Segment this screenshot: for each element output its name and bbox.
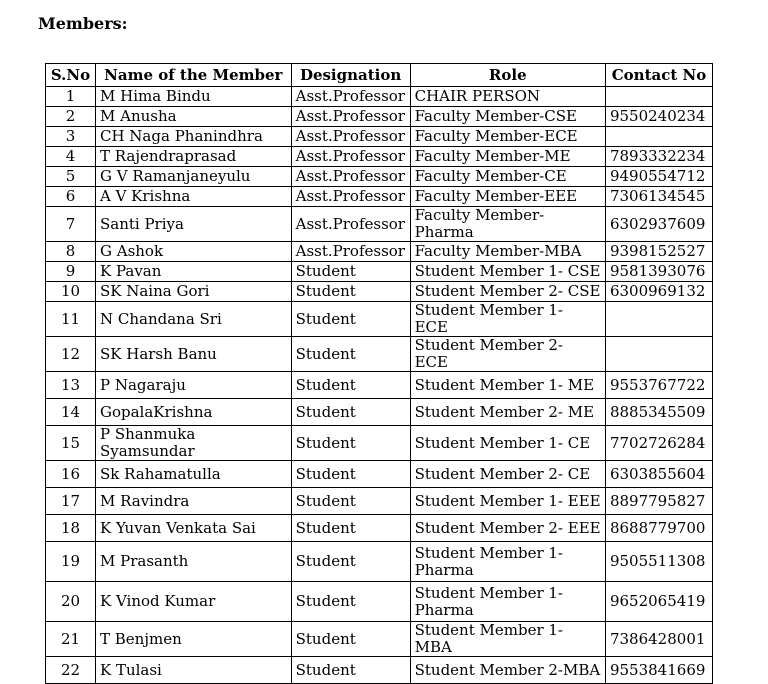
cell-designation: Student	[291, 657, 410, 684]
cell-role: Student Member 1- EEE	[410, 488, 605, 515]
cell-sno: 1	[46, 87, 96, 107]
cell-contact-no: 9652065419	[605, 582, 712, 622]
column-header-sno: S.No	[46, 64, 96, 87]
cell-role: Student Member 1- ME	[410, 372, 605, 399]
cell-role: Student Member 1- CE	[410, 426, 605, 461]
cell-sno: 4	[46, 147, 96, 167]
table-row	[46, 582, 713, 622]
table-row	[46, 399, 713, 426]
cell-sno: 15	[46, 426, 96, 461]
cell-contact-no: 6302937609	[605, 207, 712, 242]
table-row	[46, 147, 713, 167]
cell-member-name: T Benjmen	[95, 622, 291, 657]
cell-contact-no: 7702726284	[605, 426, 712, 461]
cell-member-name: G V Ramanjaneyulu	[95, 167, 291, 187]
cell-sno: 6	[46, 187, 96, 207]
cell-contact-no: 7386428001	[605, 622, 712, 657]
cell-sno: 7	[46, 207, 96, 242]
table-row	[46, 207, 713, 242]
cell-member-name: K Vinod Kumar	[95, 582, 291, 622]
cell-designation: Student	[291, 542, 410, 582]
cell-member-name: A V Krishna	[95, 187, 291, 207]
cell-role: Faculty Member-MBA	[410, 242, 605, 262]
cell-designation: Asst.Professor	[291, 167, 410, 187]
table-row	[46, 372, 713, 399]
cell-designation: Asst.Professor	[291, 87, 410, 107]
cell-contact-no: 8897795827	[605, 488, 712, 515]
cell-member-name: M Prasanth	[95, 542, 291, 582]
cell-role: Student Member 2- ME	[410, 399, 605, 426]
cell-contact-no: 9553841669	[605, 657, 712, 684]
cell-contact-no: 6300969132	[605, 282, 712, 302]
cell-contact-no: 9581393076	[605, 262, 712, 282]
table-row	[46, 127, 713, 147]
cell-designation: Asst.Professor	[291, 127, 410, 147]
cell-member-name: M Ravindra	[95, 488, 291, 515]
table-header-row	[46, 64, 713, 87]
cell-designation: Student	[291, 372, 410, 399]
table-row	[46, 87, 713, 107]
table-row	[46, 302, 713, 337]
cell-sno: 10	[46, 282, 96, 302]
section-heading: Members:	[38, 14, 128, 33]
cell-designation: Student	[291, 461, 410, 488]
cell-sno: 22	[46, 657, 96, 684]
table-row	[46, 657, 713, 684]
cell-member-name: N Chandana Sri	[95, 302, 291, 337]
cell-sno: 5	[46, 167, 96, 187]
cell-member-name: SK Naina Gori	[95, 282, 291, 302]
cell-member-name: M Hima Bindu	[95, 87, 291, 107]
cell-contact-no: 9398152527	[605, 242, 712, 262]
cell-designation: Asst.Professor	[291, 147, 410, 167]
cell-role: Student Member 2- CE	[410, 461, 605, 488]
cell-contact-no: 6303855604	[605, 461, 712, 488]
cell-contact-no: 8688779700	[605, 515, 712, 542]
cell-sno: 13	[46, 372, 96, 399]
cell-member-name: K Tulasi	[95, 657, 291, 684]
cell-member-name: GopalaKrishna	[95, 399, 291, 426]
cell-contact-no: 7306134545	[605, 187, 712, 207]
cell-member-name: SK Harsh Banu	[95, 337, 291, 372]
cell-role: Student Member 1- CSE	[410, 262, 605, 282]
table-row	[46, 622, 713, 657]
table-row	[46, 262, 713, 282]
table-row	[46, 337, 713, 372]
cell-member-name: T Rajendraprasad	[95, 147, 291, 167]
cell-sno: 8	[46, 242, 96, 262]
cell-role: Student Member 2-MBA	[410, 657, 605, 684]
table-row	[46, 107, 713, 127]
cell-role: Faculty Member-CE	[410, 167, 605, 187]
cell-contact-no: 7893332234	[605, 147, 712, 167]
cell-member-name: P Shanmuka Syamsundar	[95, 426, 291, 461]
cell-designation: Asst.Professor	[291, 107, 410, 127]
cell-designation: Student	[291, 515, 410, 542]
cell-member-name: M Anusha	[95, 107, 291, 127]
table-row	[46, 515, 713, 542]
cell-designation: Student	[291, 302, 410, 337]
cell-designation: Student	[291, 399, 410, 426]
cell-member-name: K Yuvan Venkata Sai	[95, 515, 291, 542]
cell-designation: Asst.Professor	[291, 207, 410, 242]
column-header-contact: Contact No	[605, 64, 712, 87]
cell-role: CHAIR PERSON	[410, 87, 605, 107]
cell-sno: 3	[46, 127, 96, 147]
cell-sno: 9	[46, 262, 96, 282]
cell-role: Student Member 2- ECE	[410, 337, 605, 372]
cell-sno: 16	[46, 461, 96, 488]
cell-designation: Student	[291, 426, 410, 461]
column-header-role: Role	[410, 64, 605, 87]
cell-member-name: K Pavan	[95, 262, 291, 282]
cell-role: Faculty Member-EEE	[410, 187, 605, 207]
cell-contact-no: 9490554712	[605, 167, 712, 187]
cell-sno: 11	[46, 302, 96, 337]
cell-contact-no	[605, 87, 712, 107]
cell-contact-no	[605, 302, 712, 337]
cell-designation: Student	[291, 262, 410, 282]
cell-role: Faculty Member-Pharma	[410, 207, 605, 242]
cell-member-name: G Ashok	[95, 242, 291, 262]
cell-contact-no: 9505511308	[605, 542, 712, 582]
cell-designation: Student	[291, 622, 410, 657]
cell-contact-no: 8885345509	[605, 399, 712, 426]
cell-sno: 12	[46, 337, 96, 372]
table-row	[46, 282, 713, 302]
column-header-designation: Designation	[291, 64, 410, 87]
table-row	[46, 426, 713, 461]
table-row	[46, 461, 713, 488]
cell-sno: 17	[46, 488, 96, 515]
table-row	[46, 542, 713, 582]
cell-contact-no: 9553767722	[605, 372, 712, 399]
cell-contact-no: 9550240234	[605, 107, 712, 127]
table-row	[46, 187, 713, 207]
table-row	[46, 242, 713, 262]
cell-member-name: Santi Priya	[95, 207, 291, 242]
cell-designation: Student	[291, 582, 410, 622]
table-row	[46, 167, 713, 187]
members-table-body	[46, 87, 713, 684]
cell-designation: Student	[291, 488, 410, 515]
cell-role: Faculty Member-ECE	[410, 127, 605, 147]
cell-member-name: Sk Rahamatulla	[95, 461, 291, 488]
table-row	[46, 488, 713, 515]
cell-contact-no	[605, 337, 712, 372]
cell-role: Student Member 1- ECE	[410, 302, 605, 337]
cell-member-name: P Nagaraju	[95, 372, 291, 399]
cell-role: Student Member 1- Pharma	[410, 542, 605, 582]
members-table	[45, 63, 713, 684]
cell-role: Faculty Member-CSE	[410, 107, 605, 127]
cell-sno: 2	[46, 107, 96, 127]
cell-sno: 19	[46, 542, 96, 582]
cell-role: Student Member 1- Pharma	[410, 582, 605, 622]
cell-sno: 14	[46, 399, 96, 426]
cell-designation: Asst.Professor	[291, 187, 410, 207]
cell-sno: 21	[46, 622, 96, 657]
cell-designation: Student	[291, 337, 410, 372]
cell-role: Student Member 1- MBA	[410, 622, 605, 657]
cell-sno: 20	[46, 582, 96, 622]
cell-role: Student Member 2- CSE	[410, 282, 605, 302]
cell-member-name: CH Naga Phanindhra	[95, 127, 291, 147]
cell-designation: Student	[291, 282, 410, 302]
cell-contact-no	[605, 127, 712, 147]
cell-designation: Asst.Professor	[291, 242, 410, 262]
cell-role: Faculty Member-ME	[410, 147, 605, 167]
cell-role: Student Member 2- EEE	[410, 515, 605, 542]
cell-sno: 18	[46, 515, 96, 542]
column-header-name: Name of the Member	[95, 64, 291, 87]
